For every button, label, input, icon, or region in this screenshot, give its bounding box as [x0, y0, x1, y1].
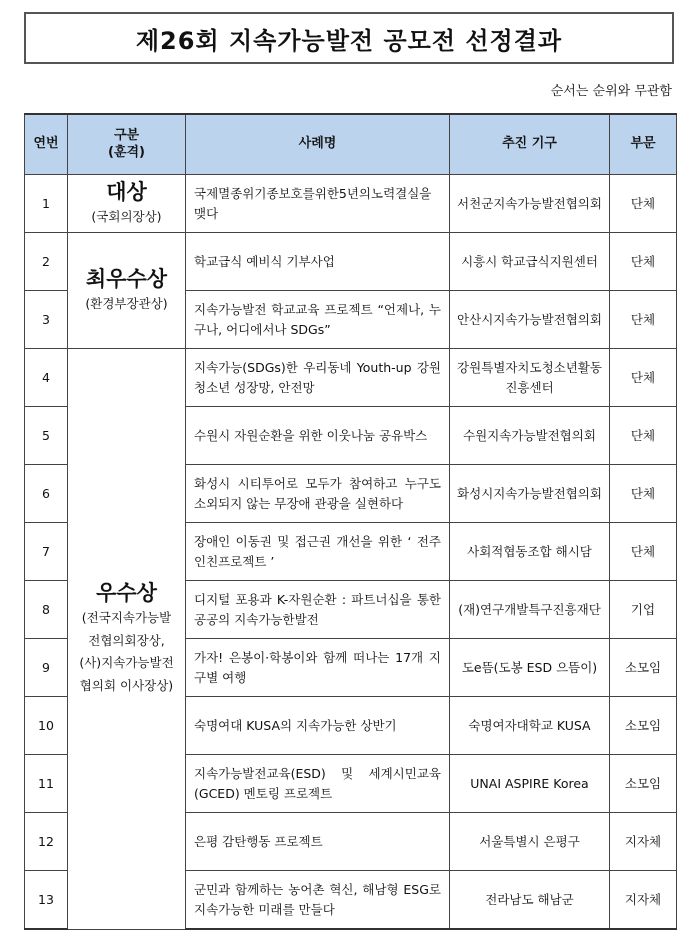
table-row — [25, 175, 677, 233]
sector: 소모임 — [610, 697, 677, 755]
organization: 수원지속가능발전협의회 — [450, 407, 610, 465]
sector: 단체 — [610, 523, 677, 581]
row-number: 2 — [25, 233, 68, 291]
organization: 숙명여자대학교 KUSA — [450, 697, 610, 755]
organization: 도e뜸(도봉 ESD 으뜸이) — [450, 639, 610, 697]
case-name: 숙명여대 KUSA의 지속가능한 상반기 — [186, 697, 450, 755]
case-name: 은평 감탄행동 프로젝트 — [186, 813, 450, 871]
organization: 서천군지속가능발전협의회 — [450, 175, 610, 233]
row-number: 7 — [25, 523, 68, 581]
order-note: 순서는 순위와 무관함 — [550, 84, 672, 99]
sector: 단체 — [610, 349, 677, 407]
award-name: 우수상 — [96, 581, 157, 606]
organization: 시흥시 학교급식지원센터 — [450, 233, 610, 291]
case-name: 지속가능(SDGs)한 우리동네 Youth-up 강원 청소년 성장망, 안전망 — [186, 349, 450, 407]
results-table — [24, 113, 677, 930]
organization: 강원특별자치도청소년활동진흥센터 — [450, 349, 610, 407]
table-row — [25, 349, 677, 407]
case-name: 국제멸종위기종보호를위한5년의노력결실을맺다 — [186, 175, 450, 233]
header-case: 사례명 — [186, 114, 450, 175]
header-org: 추진 기구 — [450, 114, 610, 175]
organization: 서울특별시 은평구 — [450, 813, 610, 871]
row-number: 8 — [25, 581, 68, 639]
case-name: 화성시 시티투어로 모두가 참여하고 누구도 소외되지 않는 무장애 관광을 실현하다 — [186, 465, 450, 523]
row-number: 3 — [25, 291, 68, 349]
case-name: 장애인 이동권 및 접근권 개선을 위한 ‘ 전주인친프로젝트 ’ — [186, 523, 450, 581]
award-name: 대상 — [106, 179, 147, 204]
organization: (재)연구개발특구진흥재단 — [450, 581, 610, 639]
row-number: 9 — [25, 639, 68, 697]
case-name: 가자! 은봉이·학봉이와 함께 떠나는 17개 지구별 여행 — [186, 639, 450, 697]
case-name: 수원시 자원순환을 위한 이웃나눔 공유박스 — [186, 407, 450, 465]
table-header-row — [25, 114, 677, 175]
award-subtitle: (전국지속가능발 전협의회장상, (사)지속가능발전 협의회 이사장상) — [79, 610, 174, 693]
sector: 소모임 — [610, 755, 677, 813]
organization: UNAI ASPIRE Korea — [450, 755, 610, 813]
row-number: 13 — [25, 871, 68, 930]
award-cell — [68, 175, 186, 233]
sector: 단체 — [610, 291, 677, 349]
organization: 전라남도 해남군 — [450, 871, 610, 930]
case-name: 군민과 함께하는 농어촌 혁신, 해남형 ESG로 지속가능한 미래를 만들다 — [186, 871, 450, 930]
case-name: 지속가능발전교육(ESD) 및 세계시민교육(GCED) 멘토링 프로젝트 — [186, 755, 450, 813]
row-number: 12 — [25, 813, 68, 871]
award-name: 최우수상 — [85, 266, 168, 291]
case-name: 학교급식 예비식 기부사업 — [186, 233, 450, 291]
sector: 지자체 — [610, 813, 677, 871]
award-subtitle: (국회의장상) — [91, 208, 162, 224]
row-number: 6 — [25, 465, 68, 523]
row-number: 11 — [25, 755, 68, 813]
award-cell — [68, 233, 186, 349]
award-subtitle: (환경부장관상) — [85, 295, 168, 311]
header-no: 연번 — [25, 114, 68, 175]
row-number: 4 — [25, 349, 68, 407]
sector: 기업 — [610, 581, 677, 639]
sector: 소모임 — [610, 639, 677, 697]
case-name: 지속가능발전 학교교육 프로젝트 “언제나, 누구나, 어디에서나 SDGs” — [186, 291, 450, 349]
sector: 단체 — [610, 465, 677, 523]
organization: 안산시지속가능발전협의회 — [450, 291, 610, 349]
row-number: 10 — [25, 697, 68, 755]
row-number: 1 — [25, 175, 68, 233]
case-name: 디지털 포용과 K-자원순환 : 파트너십을 통한 공공의 지속가능한발전 — [186, 581, 450, 639]
organization: 사회적협동조합 해시담 — [450, 523, 610, 581]
sector: 단체 — [610, 407, 677, 465]
sector: 단체 — [610, 233, 677, 291]
award-cell — [68, 349, 186, 930]
header-sector: 부문 — [610, 114, 677, 175]
header-category: 구분 (훈격) — [68, 114, 186, 175]
table-row — [25, 233, 677, 291]
sector: 단체 — [610, 175, 677, 233]
sector: 지자체 — [610, 871, 677, 930]
page-title: 제26회 지속가능발전 공모전 선정결과 — [24, 12, 674, 64]
row-number: 5 — [25, 407, 68, 465]
organization: 화성시지속가능발전협의회 — [450, 465, 610, 523]
